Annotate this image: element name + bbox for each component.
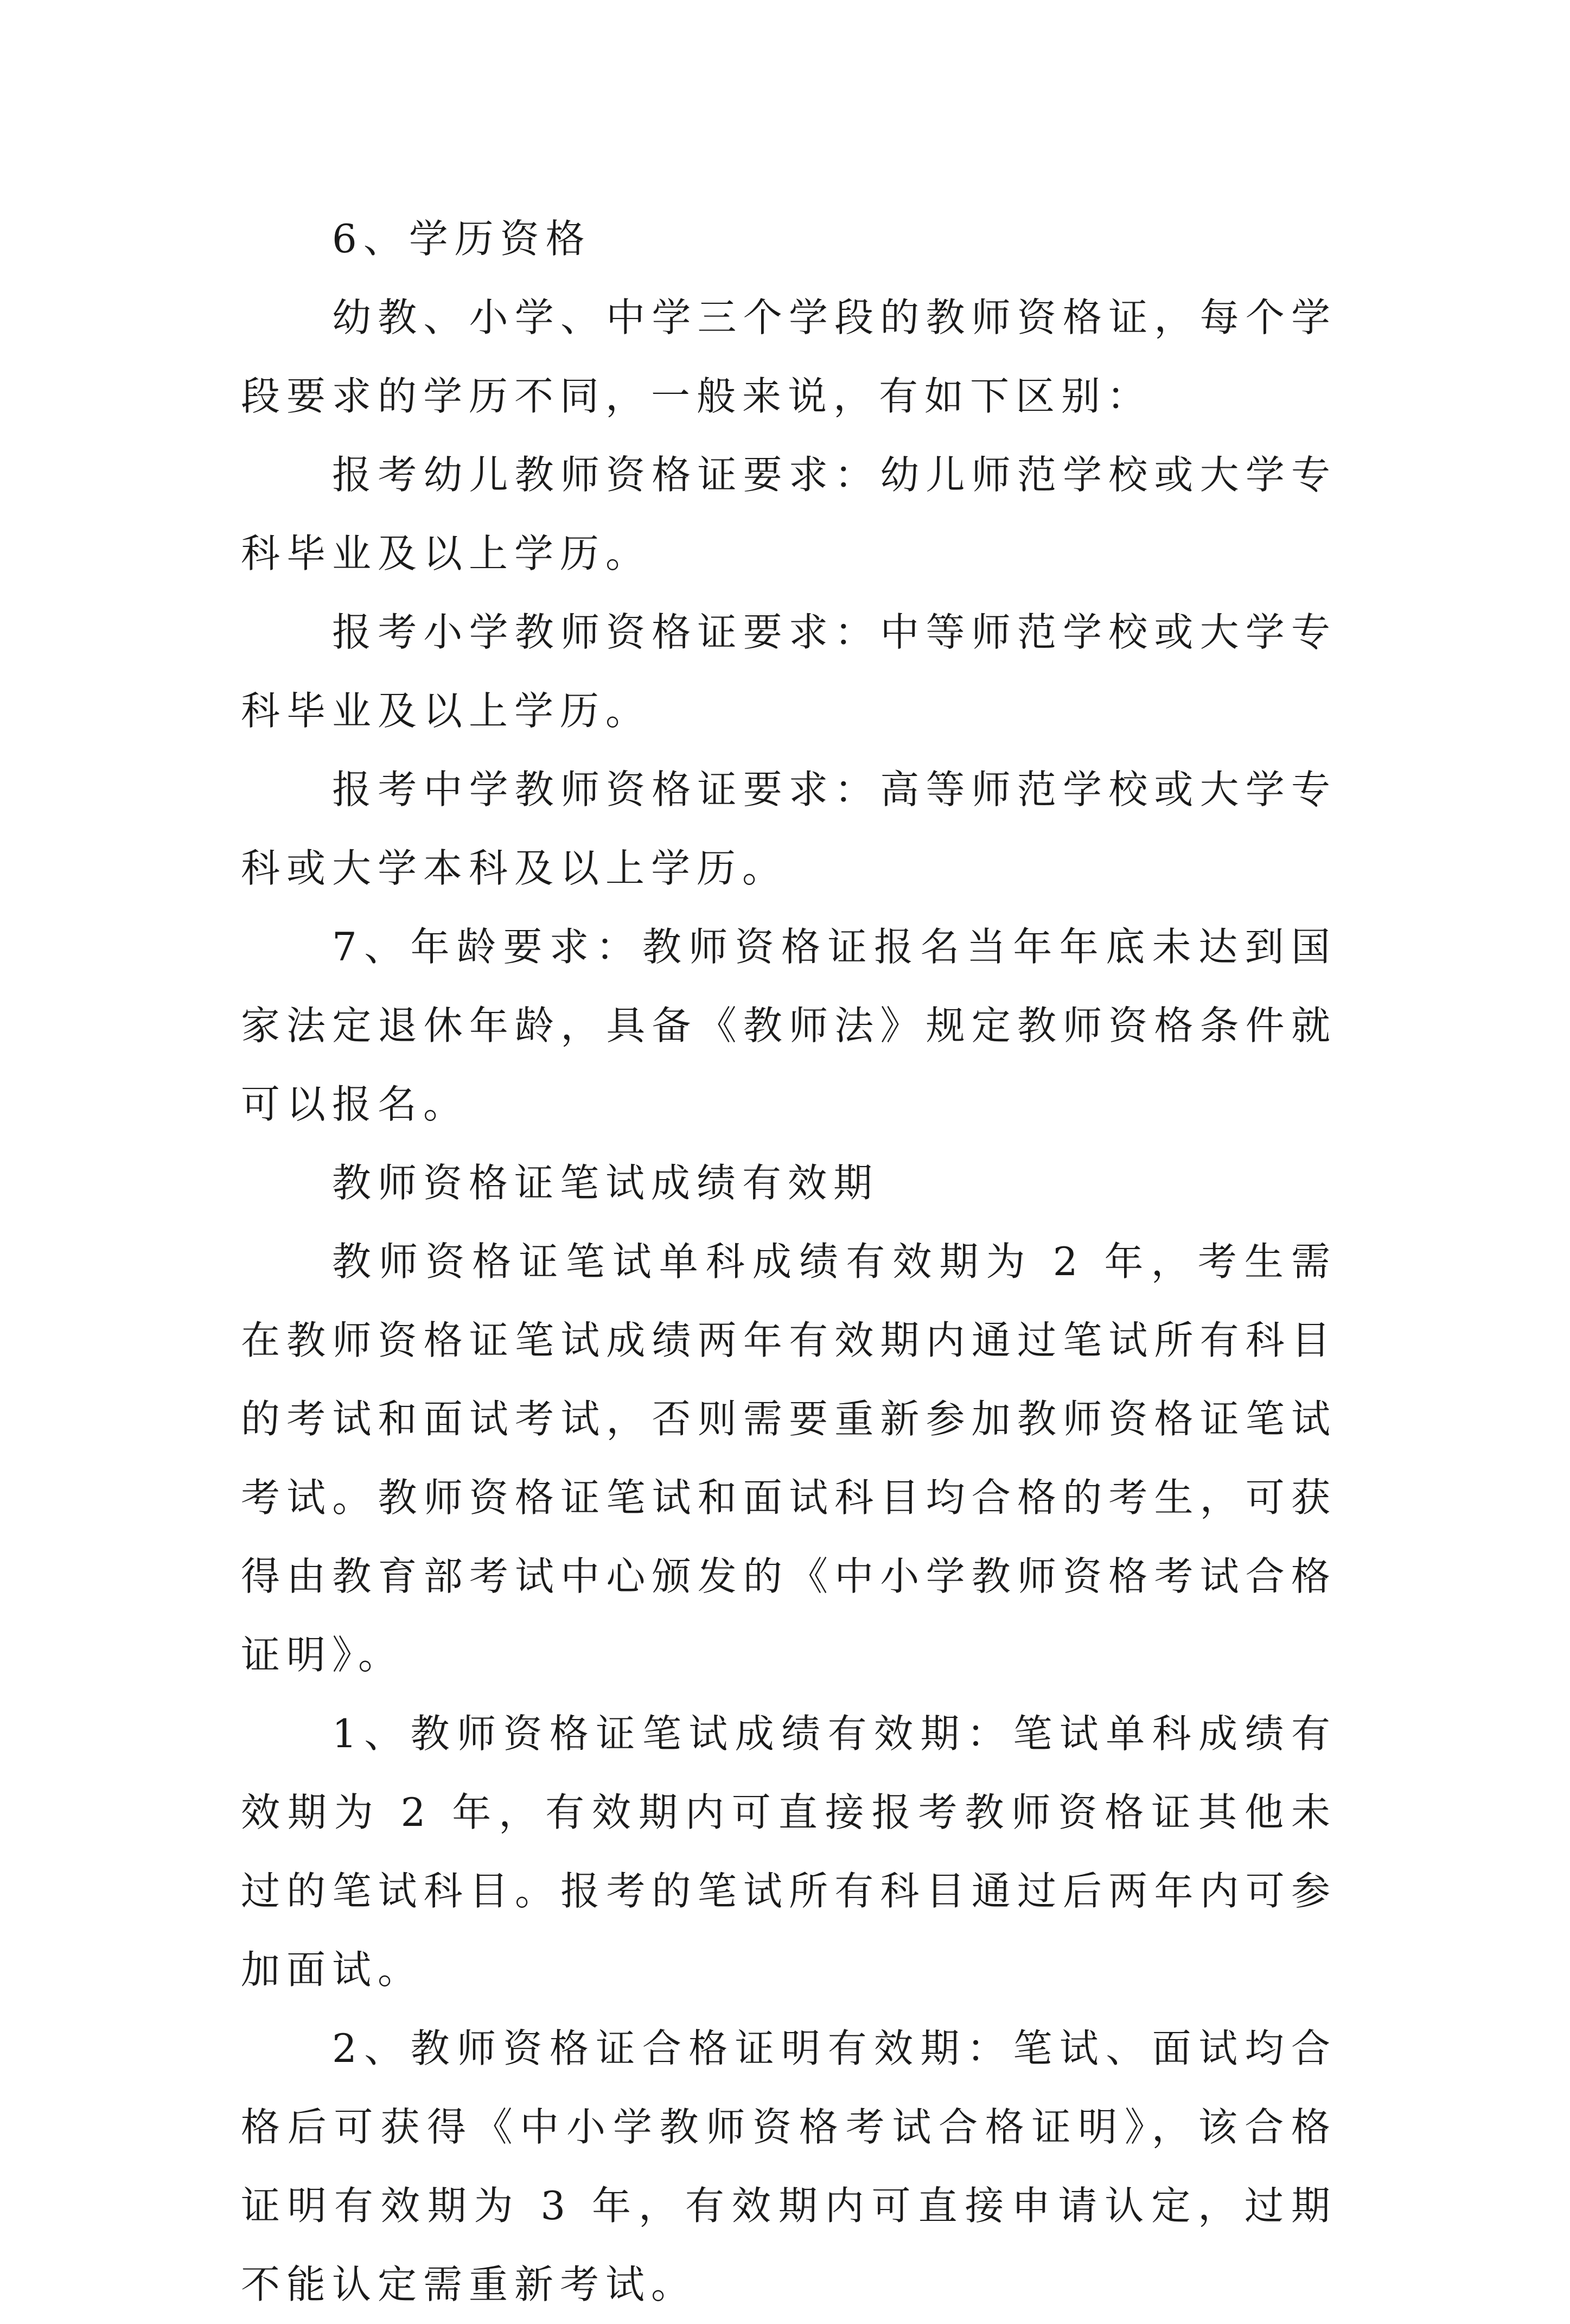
- paragraph-education-overview: 幼教、小学、中学三个学段的教师资格证，每个学段要求的学历不同，一般来说，有如下区别：: [241, 295, 1337, 419]
- paragraph-certificate-validity: 2、教师资格证合格证明有效期：笔试、面试均合格后可获得《中小学教师资格考试合格证明》，该合格证明有效期为 3 年，有效期内可直接申请认定，过期不能认定需重新考试。: [241, 2026, 1337, 2307]
- document-body: [241, 200, 1337, 2324]
- paragraph-kindergarten-requirement: 报考幼儿教师资格证要求：幼儿师范学校或大学专科毕业及以上学历。: [241, 452, 1337, 576]
- paragraph-age-requirement: 7、年龄要求：教师资格证报名当年年底未达到国家法定退休年龄，具备《教师法》规定教师资格条件就可以报名。: [241, 924, 1337, 1127]
- heading-education-qualification: 6、学历资格: [332, 216, 591, 262]
- heading-written-score-validity: 教师资格证笔试成绩有效期: [332, 1160, 879, 1206]
- paragraph-score-validity-overview: 教师资格证笔试单科成绩有效期为 2 年，考生需在教师资格证笔试成绩两年有效期内通过笔试所有科目的考试和面试考试，否则需要重新参加教师资格证笔试考试。教师资格证笔试和面试科目均合格的考生，可获得由教育部考试中心颁发的《中小学教师资格考试合格证明》。: [241, 1239, 1337, 1678]
- paragraph-secondary-requirement: 报考中学教师资格证要求：高等师范学校或大学专科或大学本科及以上学历。: [241, 767, 1337, 891]
- paragraph-primary-requirement: 报考小学教师资格证要求：中等师范学校或大学专科毕业及以上学历。: [241, 609, 1337, 734]
- paragraph-written-score-validity: 1、教师资格证笔试成绩有效期：笔试单科成绩有效期为 2 年，有效期内可直接报考教师资格证其他未过的笔试科目。报考的笔试所有科目通过后两年内可参加面试。: [241, 1711, 1337, 1992]
